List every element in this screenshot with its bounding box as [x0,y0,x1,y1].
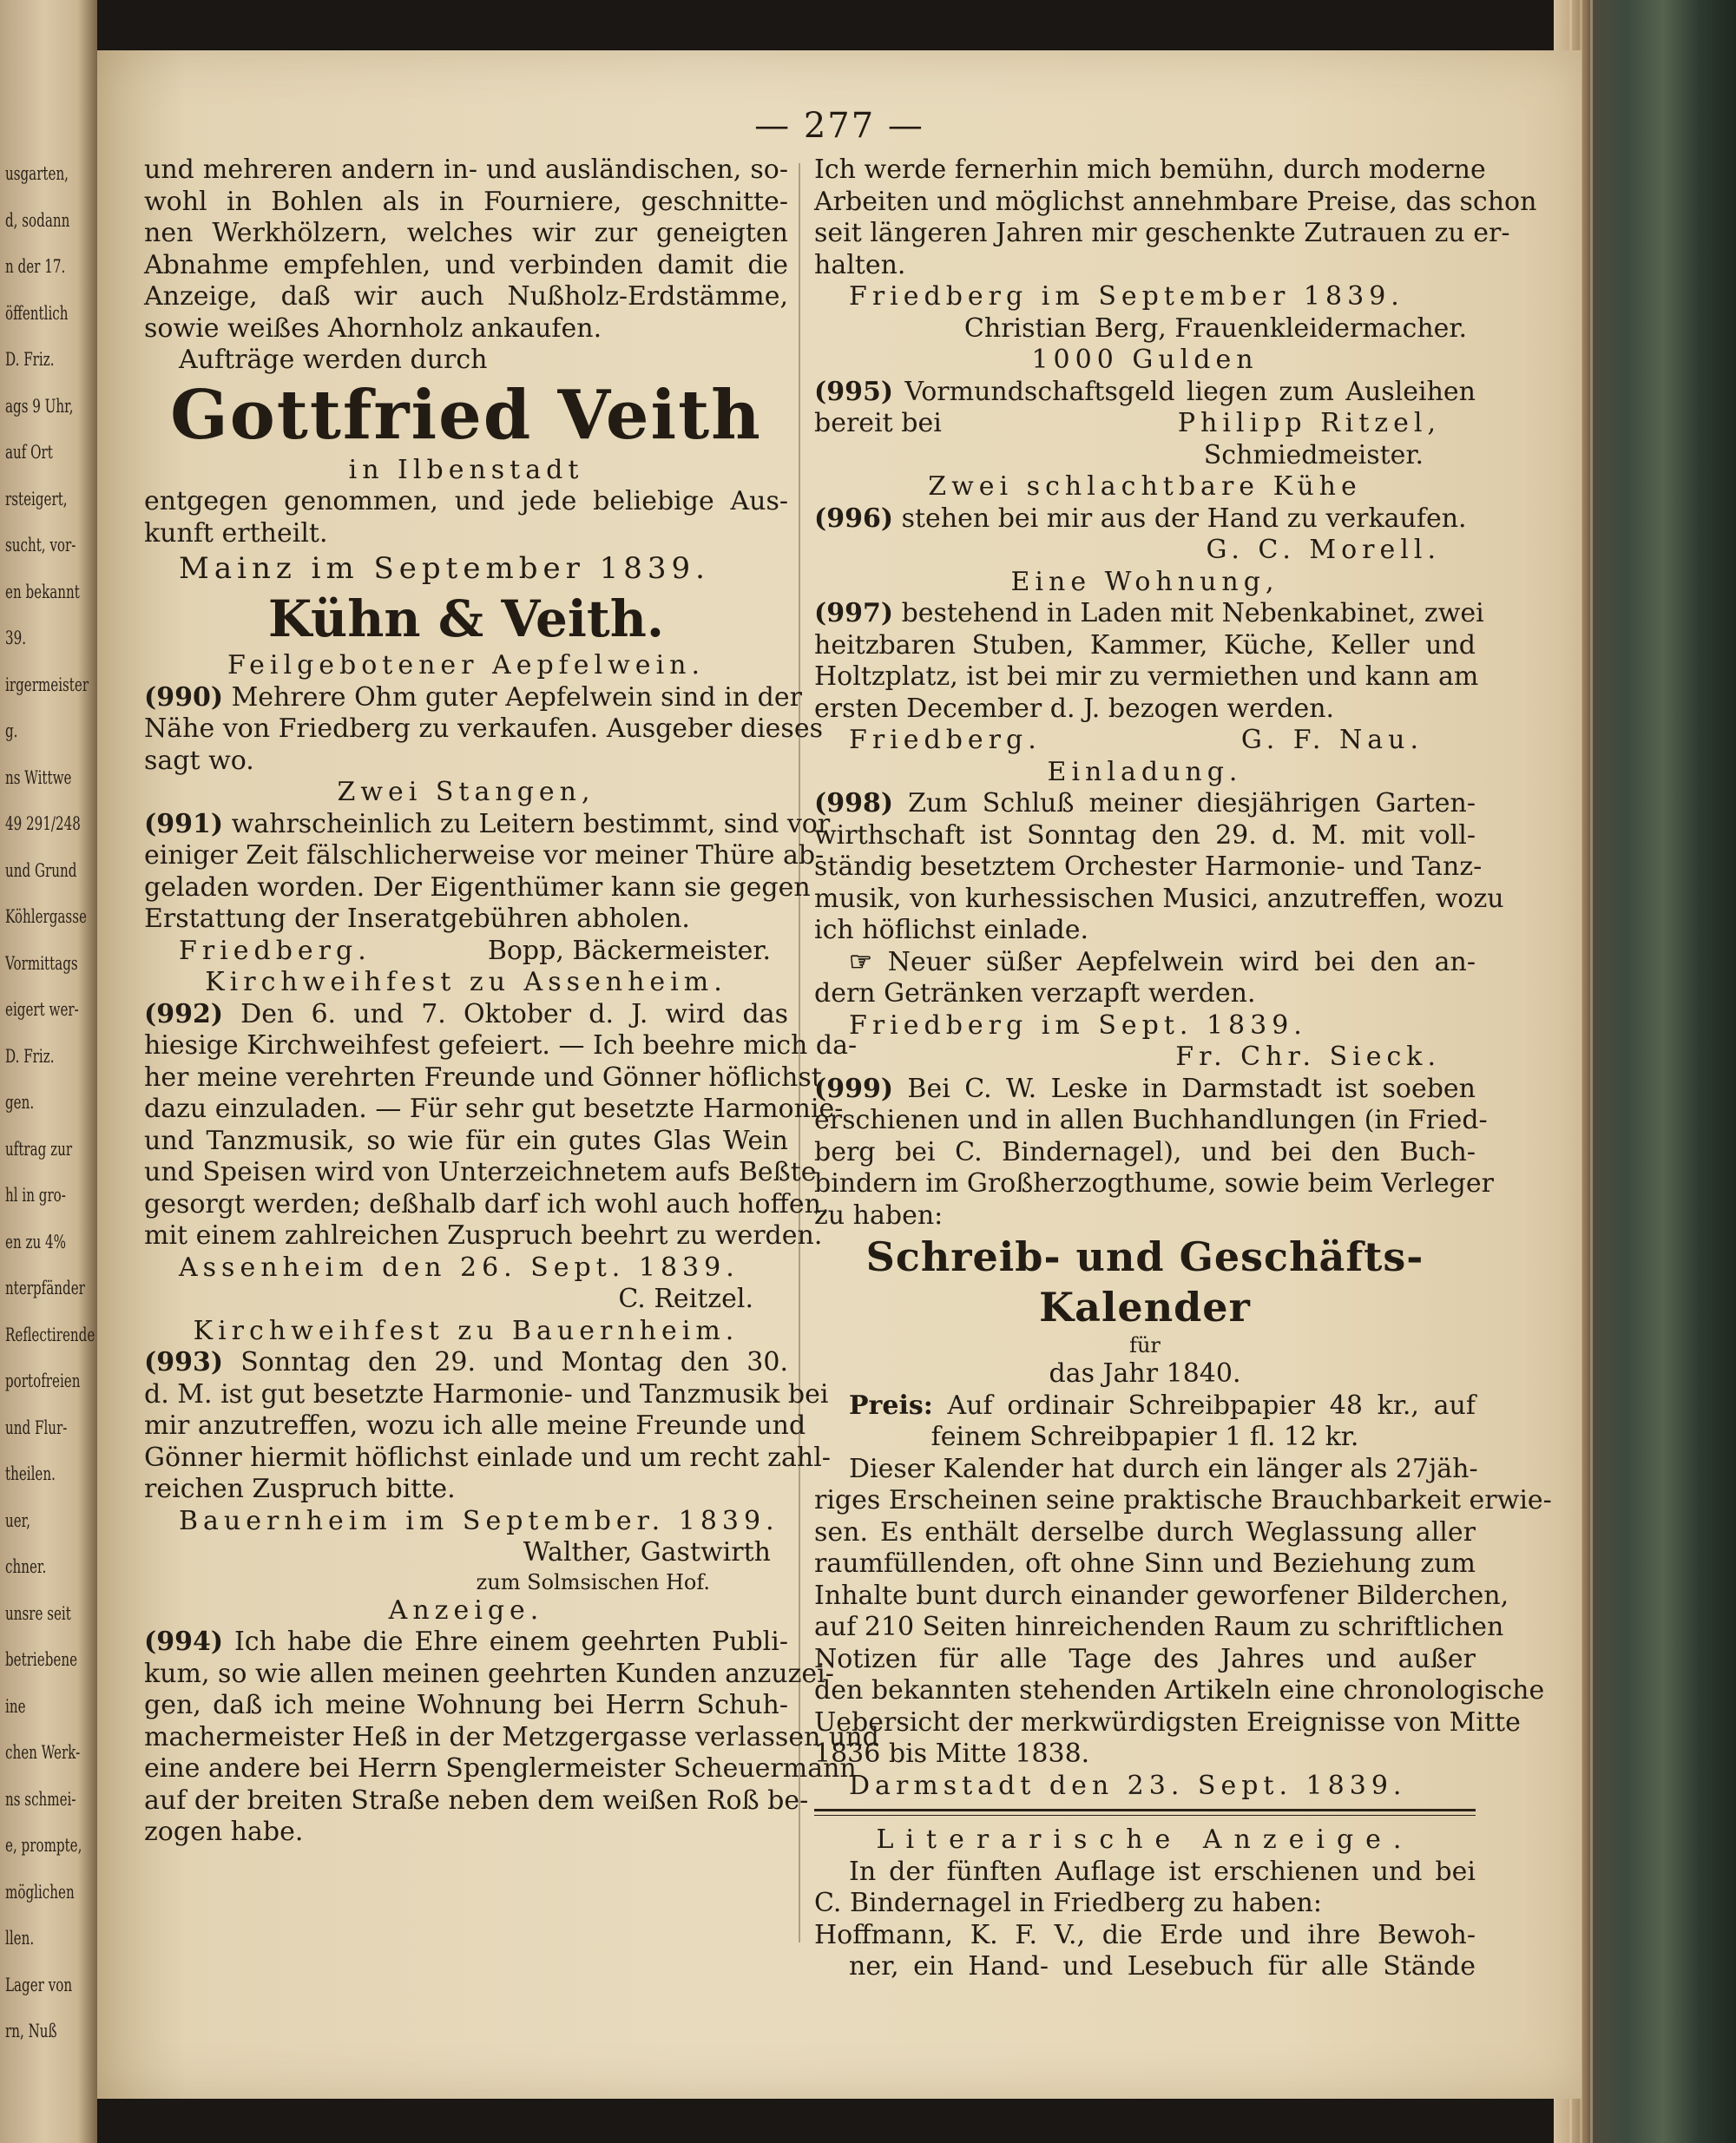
text-line: eine andere bei Herrn Spenglermeister Scheuermann [144,1753,857,1784]
ad-signer-sub: zum Solmsischen Hof. [476,1569,710,1594]
ad-heading: Literarische Anzeige. [876,1824,1414,1855]
right-column [814,154,1552,1983]
text-line: nen Werkhölzern, welches wir zur geneigten [144,218,788,248]
text-line: auf der breiten Straße neben dem weißen Roß be- [144,1785,809,1816]
text-line: Anzeige, daß wir auch Nußholz-Erdstämme, [144,281,788,312]
text-line: Bei C. W. Leske in Darmstadt ist soeben [907,1073,1476,1104]
facing-page-fragment: betriebene [5,1649,78,1670]
section-rule-thin [814,1815,1476,1816]
text-line: 1836 bis Mitte 1838. [814,1739,1090,1769]
facing-page-fragment: auf Ort [5,442,53,463]
facing-page-fragment: nterpfänder [5,1278,85,1298]
facing-page-fragment: theilen. [5,1463,56,1484]
facing-page-fragment: en bekannt [5,581,80,602]
text-line: dazu einzuladen. — Für sehr gut besetzte Harmonie- [144,1094,844,1124]
ad-heading: 1000 Gulden [1031,345,1259,375]
text-line: hiesige Kirchweihfest gefeiert. — Ich beehre mich da- [144,1030,858,1061]
ad-number: (995) [814,376,894,407]
facing-page-fragment: portofreien [5,1371,81,1391]
text-line: kum, so wie allen meinen geehrten Kunden anzuzei- [144,1658,834,1689]
text-line: wohl in Bohlen als in Fourniere, geschnitte- [144,186,788,217]
text-line: einiger Zeit fälschlicherweise vor meiner Thüre ab- [144,840,825,871]
ad-signer: G. C. Morell. [1206,535,1441,565]
ad-heading: Zwei Stangen, [337,777,595,807]
ad-place: Friedberg. [849,725,1042,755]
facing-page-fragment: unsre seit [5,1602,71,1624]
ad-number: (994) [144,1627,224,1657]
ad-number: (992) [144,998,224,1029]
facing-page-fragment: 39. [5,628,27,648]
facing-page-fragment: chner. [5,1556,47,1577]
ad-996 [814,471,1476,567]
facing-page-fragment: und Flur- [5,1417,68,1438]
text-line: wahrscheinlich zu Leitern bestimmt, sind vor [231,808,831,839]
text-line: und mehreren andern in- und ausländischen, so- [144,154,788,185]
text-line: riges Erscheinen seine praktische Brauchbarkeit erwie- [814,1485,1552,1515]
ad-place: Friedberg. [179,935,372,966]
text-line: Gönner hiermit höflichst einlade und um recht zahl- [144,1442,831,1473]
text-line: Mehrere Ohm guter Aepfelwein sind in der [231,681,802,713]
text-line: Zum Schluß meiner diesjährigen Garten- [908,788,1476,818]
facing-page-fragment: D. Friz. [5,1045,55,1067]
facing-page-fragment: rn, Nuß [5,2021,57,2041]
facing-page-fragment: eigert wer- [5,999,79,1020]
veith-place: in Ilbenstadt [348,454,584,485]
facing-page-fragment: ns Wittwe [5,766,72,788]
text-line: heitzbaren Stuben, Kammer, Küche, Keller und [814,629,1476,661]
text-line: Abnahme empfehlen, und verbinden damit die [144,249,788,280]
text-line: seit längeren Jahren mir geschenkte Zutrauen zu er- [814,218,1510,248]
facing-page-fragment: Reflectirende [5,1324,95,1345]
facing-page-fragment: llen. [5,1928,35,1949]
facing-page-fragment: irgermeister [5,674,89,695]
facing-page-fragment: chen Werk- [5,1742,81,1763]
orders-line: Aufträge werden durch [179,345,488,375]
ad-997 [814,566,1484,757]
text-line: her meine verehrten Freunde und Gönner höflichst [144,1062,822,1093]
text-line: sen. Es enthält derselbe durch Weglassung aller [814,1516,1476,1548]
continued-ad-text [814,154,1537,345]
text-line: mir anzutreffen, wozu ich alle meine Freunde und [144,1410,806,1441]
text-line: In der fünften Auflage ist erschienen und bei [849,1856,1476,1887]
text-line: C. Bindernagel in Friedberg zu haben: [814,1888,1322,1918]
section-rule [814,1809,1476,1811]
newspaper-page [97,50,1581,2099]
text-line: ich höflichst einlade. [814,915,1088,945]
text-line: dern Getränken verzapft werden. [814,978,1256,1009]
facing-page-fragment: 49 291/248 [5,813,81,834]
ad-number: (999) [814,1073,894,1104]
ad-990 [144,650,823,777]
ad-number: (993) [144,1347,224,1377]
text-line: sagt wo. [144,745,254,776]
ad-heading: Einladung. [1047,756,1243,787]
facing-page-fragment: gen. [5,1092,35,1113]
facing-page-fragment: rsteigert, [5,488,68,509]
ad-number: (991) [144,808,224,839]
text-line: raumfüllenden, oft ohne Sinn und Beziehung zum [814,1548,1476,1579]
text-line: und Tanzmusik, so wie für ein gutes Glas Wein [144,1125,788,1156]
facing-page-fragment: e, prompte, [5,1835,82,1856]
facing-page-fragment: ags 9 Uhr, [5,395,74,417]
ad-998 [814,756,1504,1074]
text-line: Ich werde fernerhin mich bemühn, durch moderne [814,154,1486,185]
ad-heading: Kirchweihfest zu Assenheim. [205,967,727,997]
facing-page-left [0,0,97,2143]
facing-page-fragment: öffentlich [5,302,69,324]
text-line: und Speisen wird von Unterzeichnetem aufs Beßte [144,1157,817,1187]
text-line: erschienen und in allen Buchhandlungen (in Fried- [814,1105,1488,1135]
facing-page-fragment: n der 17. [5,256,66,277]
facing-page-fragment: Köhlergasse [5,906,87,927]
calendar-year: das Jahr 1840. [1049,1358,1241,1389]
mainz-date: Mainz im September 1839. [179,551,710,586]
text-line: Vormundschaftsgeld liegen zum Ausleihen [904,376,1476,407]
text-line: Uebersicht der merkwürdigsten Ereignisse von Mitte [814,1706,1521,1738]
text-line: d. M. ist gut besetzte Harmonie- und Tanzmusik bei [144,1378,829,1410]
ad-number: (998) [814,788,894,818]
text-line: Dieser Kalender hat durch ein länger als 27jäh- [849,1453,1478,1484]
ad-date: Friedberg im Sept. 1839. [849,1009,1307,1041]
facing-page-fragment: und Grund [5,859,77,881]
text-line: ersten December d. J. bezogen werden. [814,693,1335,724]
text-line: sowie weißes Ahornholz ankaufen. [144,312,602,344]
text-line: stehen bei mir aus der Hand zu verkaufen. [901,503,1467,534]
ad-995 [814,345,1476,471]
ad-number: (996) [814,503,894,534]
text-line: ständig besetztem Orchester Harmonie- und Tanz- [814,851,1483,882]
text-line: gesorgt werden; deßhalb darf ich wohl auch hoffen, [144,1188,830,1219]
ad-signer: Bopp, Bäckermeister. [487,935,771,966]
ad-991 [144,777,831,967]
text-line: entgegen genommen, und jede beliebige Aus- [144,486,788,516]
ad-heading: Zwei schlachtbare Kühe [928,471,1362,502]
text-line: feinem Schreibpapier 1 fl. 12 kr. [930,1422,1359,1452]
pointing-hand-icon: ☞ [849,946,872,977]
text-line: geladen worden. Der Eigenthümer kann sie gegen [144,871,811,903]
page-number: — 277 — [754,106,924,146]
continued-ad-text [144,154,788,650]
ad-heading: Eine Wohnung, [1010,566,1279,597]
ad-signer: Philipp Ritzel, [1177,408,1441,438]
text-line: mit einem zahlreichen Zuspruch beehrt zu werden. [144,1220,823,1251]
facing-page-fragment: D. Friz. [5,349,55,370]
text-line: Notizen für alle Tage des Jahres und außer [814,1643,1476,1674]
ad-signer-sub: Schmiedmeister. [1203,439,1424,470]
literary-announcement [814,1824,1476,1983]
text-line: Neuer süßer Aepfelwein wird bei den an- [887,946,1476,977]
ad-994 [144,1594,879,1849]
facing-page-fragment: möglichen [5,1881,75,1903]
text-line: Auf ordinair Schreibpapier 48 kr., auf [947,1390,1476,1421]
ad-date: Bauernheim im September. 1839. [179,1505,779,1536]
facing-page-fragment: Lager von [5,1974,73,1995]
text-line: Holtzplatz, ist bei mir zu vermiethen und kann am [814,661,1479,692]
ad-signer: Christian Berg, Frauenkleidermacher. [963,312,1467,344]
text-line: bindern im Großherzogthume, sowie beim Verleger [814,1168,1494,1199]
text-line: ner, ein Hand- und Lesebuch für alle Stände [849,1951,1476,1982]
facing-page-fragment: sucht, vor- [5,535,76,555]
text-line: Sonntag den 29. und Montag den 30. [240,1347,788,1377]
ad-heading: Feilgebotener Aepfelwein. [227,650,706,680]
ad-number: (997) [814,598,894,628]
facing-page-fragment: g. [5,720,18,741]
text-line: musik, von kurhessischen Musici, anzutreffen, wozu [814,883,1504,914]
text-line: den bekannten stehenden Artikeln eine chronologische [814,1675,1545,1706]
calendar-fuer: für [1129,1333,1161,1357]
facing-page-fragment: d, sodann [5,209,70,231]
text-line: reichen Zuspruch bitte. [144,1474,456,1504]
text-line: machermeister Heß in der Metzgergasse verlassen und [144,1721,879,1752]
text-line: bereit bei [814,408,942,438]
text-line: kunft ertheilt. [144,517,328,549]
text-line: Inhalte bunt durch einander geworfener Bilderchen, [814,1580,1509,1611]
text-line: auf 210 Seiten hinreichenden Raum zu schriftlichen [814,1612,1504,1642]
text-line: halten. [814,249,906,280]
ad-signer: Walther, Gastwirth [523,1537,771,1568]
facing-page-fragment: uftrag zur [5,1138,73,1160]
facing-page-fragment: ns schmei- [5,1788,76,1810]
firm-name: Kühn & Veith. [267,589,665,648]
facing-page-fragment: usgarten, [5,163,69,184]
ad-heading: Kirchweihfest zu Bauernheim. [193,1315,740,1346]
ad-date: Friedberg im September 1839. [849,281,1404,312]
facing-page-fragment: hl in gro- [5,1185,66,1206]
text-line: Arbeiten und möglichst annehmbare Preise, das schon [814,186,1537,217]
price-label: Preis: [849,1390,933,1421]
text-line: gen, daß ich meine Wohnung bei Herrn Schuh- [144,1690,788,1720]
ad-999 [814,1073,1552,1803]
veith-name: Gottfried Veith [170,375,762,455]
ad-993 [144,1315,831,1595]
ad-number: (990) [144,681,224,713]
facing-page-fragment: uer, [5,1509,31,1531]
ad-signer: G. F. Nau. [1240,725,1424,755]
text-line: zu haben: [814,1200,944,1231]
ad-heading: Anzeige. [388,1594,544,1626]
text-line: Hoffmann, K. F. V., die Erde und ihre Bewoh- [814,1919,1476,1950]
text-line: Den 6. und 7. Oktober d. J. wird das [240,998,788,1029]
text-line: berg bei C. Bindernagel), und bei den Buch- [814,1136,1476,1167]
calendar-title: Schreib- und Geschäfts-Kalender [865,1233,1424,1331]
text-line: Erstattung der Inseratgebühren abholen. [144,904,690,934]
text-line: Ich habe die Ehre einem geehrten Publi- [233,1627,788,1657]
ad-signer: Fr. Chr. Sieck. [1175,1042,1441,1072]
text-line: wirthschaft ist Sonntag den 29. d. M. mit voll- [814,819,1476,851]
ad-date: Darmstadt den 23. Sept. 1839. [849,1770,1407,1801]
text-line: Nähe von Friedberg zu verkaufen. Ausgeber dieses [144,713,823,744]
ad-signer: C. Reitzel. [618,1284,753,1314]
text-line: zogen habe. [144,1817,304,1847]
facing-page-fragment: en zu 4% [5,1231,66,1252]
facing-page-fragment: ine [5,1695,26,1717]
facing-page-fragment: Vormittags [5,952,78,974]
text-line: bestehend in Laden mit Nebenkabinet, zwei [901,598,1484,628]
ad-date: Assenheim den 26. Sept. 1839. [179,1252,740,1283]
